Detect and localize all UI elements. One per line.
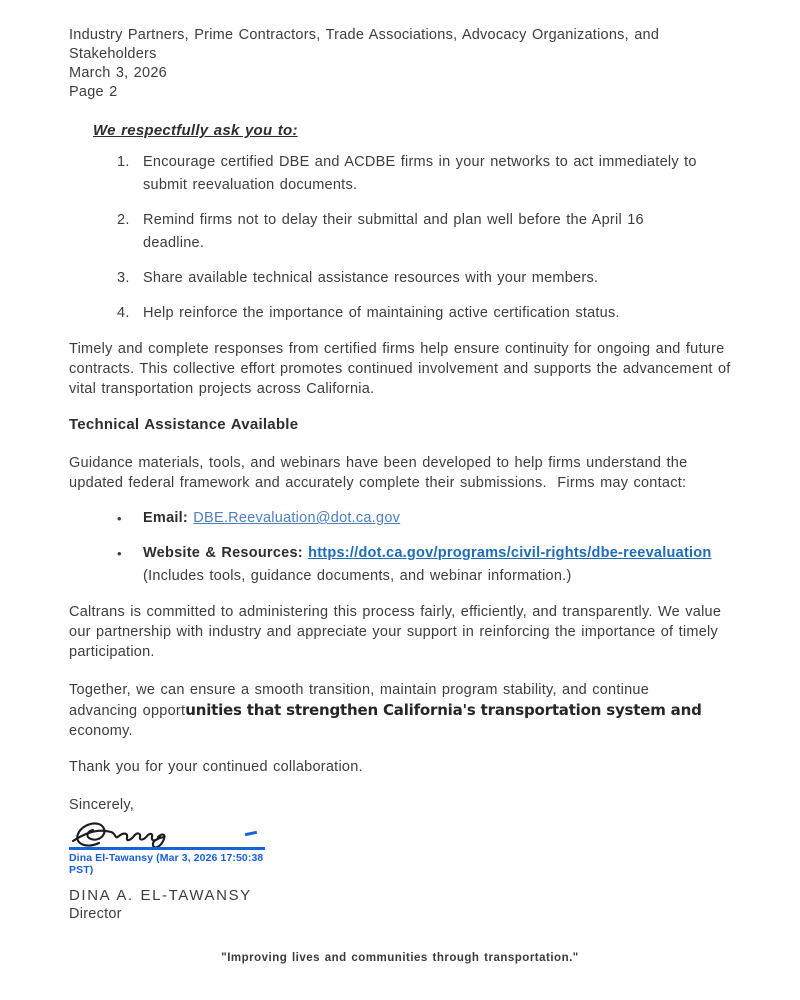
together-line-2 <box>69 700 734 721</box>
ask-list <box>69 151 736 325</box>
website-note: (Includes tools, guidance documents, and webinar information.) <box>143 568 572 584</box>
email-label: Email: <box>143 510 189 526</box>
signatory-name: DINA A. EL-TAWANSY <box>69 887 252 904</box>
sincerely-text: Sincerely, <box>69 797 135 813</box>
bullet-icon: • <box>117 546 122 561</box>
list-item-number: 3. <box>117 270 130 286</box>
signatory-title: Director <box>69 906 122 922</box>
list-item-4 <box>117 302 736 325</box>
together-line-1: Together, we can ensure a smooth transition, maintain program stability, and continue <box>69 682 650 698</box>
list-item-2 <box>117 209 736 255</box>
list-item-3 <box>117 267 736 290</box>
page-number: Page 2 <box>69 84 118 100</box>
ask-heading: We respectfully ask you to: <box>93 122 298 139</box>
list-item-number: 4. <box>117 305 130 321</box>
email-link[interactable]: DBE.Reevaluation@dot.ca.gov <box>193 510 401 526</box>
signature-rule <box>69 847 265 850</box>
list-item-text: Help reinforce the importance of maintaining active certification status. <box>143 305 620 321</box>
list-item-text: Encourage certified DBE and ACDBE firms in your networks to act immediately to submit reevaluation documents. <box>143 154 697 193</box>
list-item-text: Share available technical assistance resources with your members. <box>143 270 599 286</box>
esign-timestamp: Dina El-Tawansy (Mar 3, 2026 17:50:38 PST) <box>69 852 264 876</box>
signature-tick-mark <box>245 831 257 836</box>
email-row <box>143 507 736 530</box>
paragraph-guidance: Guidance materials, tools, and webinars have been developed to help firms understand the updated federal framework and accurately complete their submissions. Firms may contact: <box>69 455 693 491</box>
contact-item-email <box>117 507 736 530</box>
tech-assistance-heading: Technical Assistance Available <box>69 416 299 433</box>
letter-header <box>69 26 736 102</box>
together-regular: advancing opport <box>69 703 186 719</box>
together-line-3: economy. <box>69 723 133 739</box>
recipient-line-1: Industry Partners, Prime Contractors, Trade Associations, Advocacy Organizations, and <box>69 27 660 43</box>
website-row <box>143 542 736 588</box>
bullet-icon: • <box>117 511 122 526</box>
list-item-text: Remind firms not to delay their submittal and plan well before the April 16 deadline. <box>143 212 644 251</box>
recipient-line-2: Stakeholders <box>69 46 157 62</box>
website-link[interactable]: https://dot.ca.gov/programs/civil-rights/dbe-reevaluation <box>308 545 712 561</box>
contact-item-website <box>117 542 736 588</box>
website-label: Website & Resources: <box>143 545 303 561</box>
paragraph-thanks: Thank you for your continued collaboration. <box>69 759 363 775</box>
footer-motto: "Improving lives and communities through transportation." <box>221 952 579 964</box>
together-emphasis: unities that strengthen California's transportation system and <box>185 701 702 719</box>
letter-date: March 3, 2026 <box>69 65 167 81</box>
paragraph-timely: Timely and complete responses from certified firms help ensure continuity for ongoing and future contracts. This collective effort promotes continued involvement and supports the advancement of vital transportation projects across California. <box>69 341 731 397</box>
list-item-1 <box>117 151 736 197</box>
paragraph-commitment: Caltrans is committed to administering this process fairly, efficiently, and transparently. We value our partnership with industry and appreciate your support in reinforcing the importance of timely participation. <box>69 604 722 660</box>
paragraph-together <box>69 680 734 741</box>
list-item-number: 1. <box>117 154 130 170</box>
signature-block <box>69 819 269 876</box>
list-item-number: 2. <box>117 212 130 228</box>
